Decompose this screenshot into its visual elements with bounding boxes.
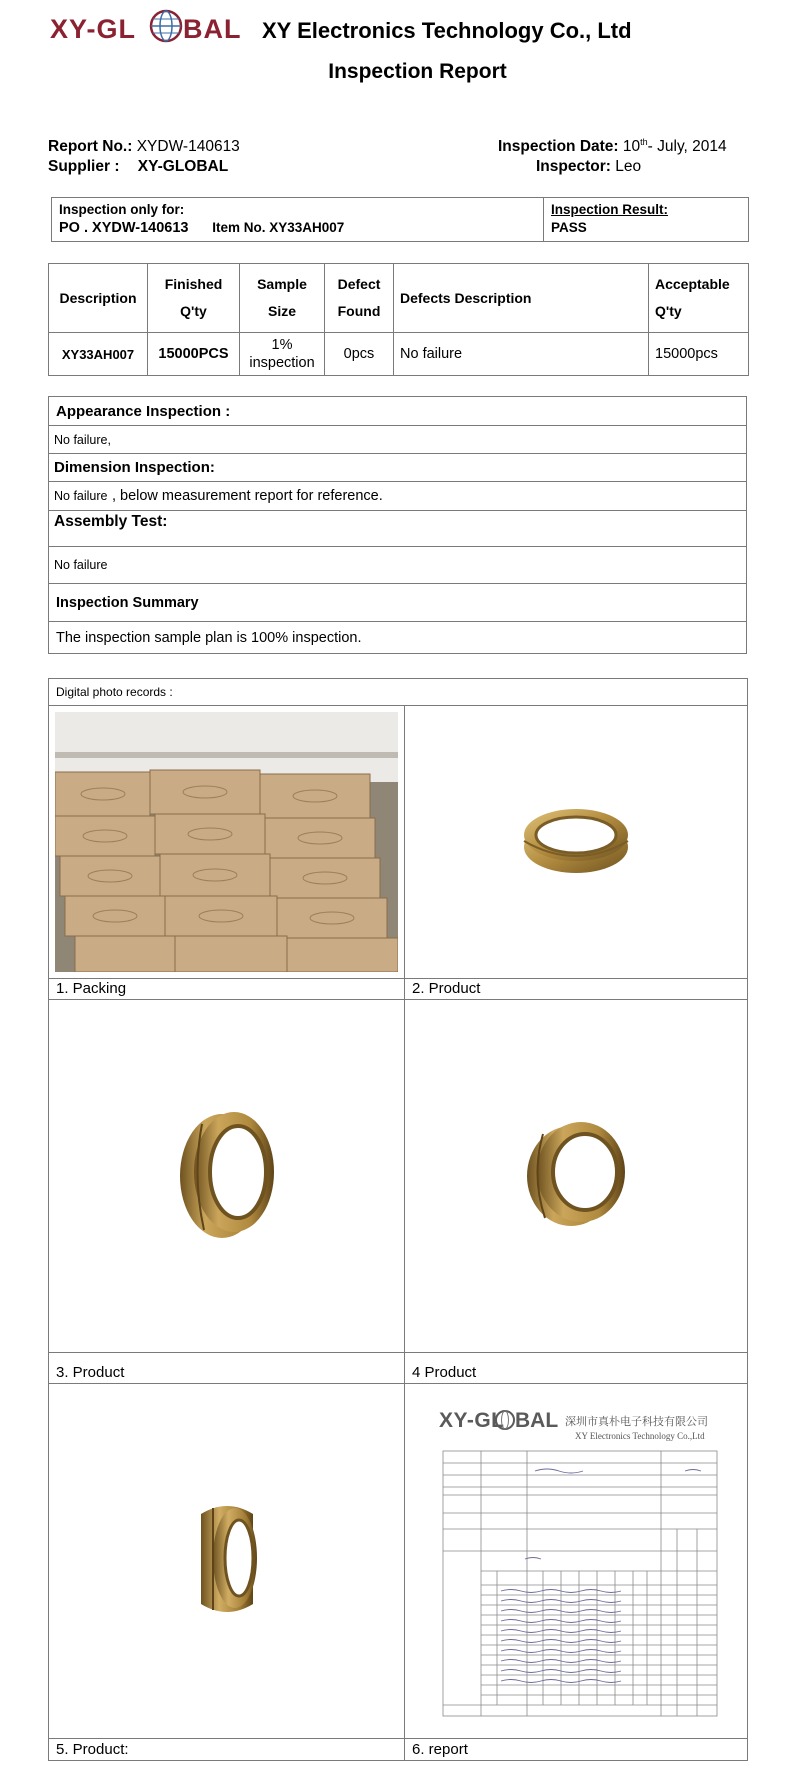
caption-4: 4 Product xyxy=(405,1353,748,1384)
inspection-date: Inspection Date: 10th- July, 2014 xyxy=(498,136,727,155)
caption-3: 3. Product xyxy=(49,1353,405,1384)
supplier xyxy=(48,158,228,176)
report-number xyxy=(48,138,240,156)
summary-title: Inspection Summary xyxy=(49,584,747,622)
inspector-value: Leo xyxy=(615,158,642,175)
row-finished-qty: 15000PCS xyxy=(148,333,240,376)
report-thumb-cn-name: 深圳市真朴电子科技有限公司 xyxy=(565,1414,708,1428)
page-title: Inspection Report xyxy=(328,60,507,83)
report-document-thumbnail xyxy=(415,1391,737,1727)
brass-ring-photo-4 xyxy=(521,1114,631,1234)
inspection-result-label: Inspection Result: xyxy=(551,202,669,217)
inspection-scope-table xyxy=(51,197,749,242)
inspection-date-rest: July, 2014 xyxy=(657,138,727,155)
row-defect-found: 0pcs xyxy=(325,333,394,376)
dimension-text-cell xyxy=(49,482,747,511)
inspection-result-value: PASS xyxy=(551,220,587,235)
report-thumb-logo-2: BAL xyxy=(515,1408,559,1432)
header-sample-size: Sample Size xyxy=(240,264,325,333)
dimension-text-b: , below measurement report for reference. xyxy=(111,488,383,504)
report-number-value: XYDW-140613 xyxy=(136,138,240,155)
row-defects-description: No failure xyxy=(394,333,649,376)
quantity-summary-table xyxy=(48,263,749,376)
caption-2: 2. Product xyxy=(405,979,748,1000)
header-defect-found: Defect Found xyxy=(325,264,394,333)
assembly-title: Assembly Test: xyxy=(49,511,747,547)
appearance-text: No failure, xyxy=(49,426,747,454)
row-description: XY33AH007 xyxy=(49,333,148,376)
appearance-title: Appearance Inspection : xyxy=(49,397,747,426)
dimension-title: Dimension Inspection: xyxy=(49,454,747,482)
inspector xyxy=(536,158,641,176)
svg-text:XY-GL: XY-GL xyxy=(50,14,137,44)
report-thumb-en-name: XY Electronics Technology Co.,Ltd xyxy=(575,1430,705,1441)
supplier-value: XY-GLOBAL xyxy=(137,158,229,175)
brass-ring-photo-2 xyxy=(516,795,636,885)
row-acceptable-qty: 15000pcs xyxy=(649,333,749,376)
caption-1: 1. Packing xyxy=(49,979,405,1000)
inspection-date-day: 10 xyxy=(622,138,641,155)
caption-5: 5. Product: xyxy=(49,1739,405,1761)
inspector-label: Inspector: xyxy=(536,158,611,175)
company-name: XY Electronics Technology Co., Ltd xyxy=(262,18,632,43)
brass-ring-photo-5 xyxy=(187,1494,267,1624)
row-sample-size: 1% inspection xyxy=(240,333,325,376)
header-finished-qty: Finished Q'ty xyxy=(148,264,240,333)
assembly-text: No failure xyxy=(49,547,747,584)
header-defects-description: Defects Description xyxy=(394,264,649,333)
photo-cell-report xyxy=(405,1384,748,1739)
inspection-sections-table xyxy=(48,396,747,654)
inspection-scope-cell xyxy=(52,198,544,242)
report-number-label: Report No.: xyxy=(48,138,133,155)
inspection-result-cell xyxy=(544,198,749,242)
packing-photo xyxy=(55,712,398,972)
photo-records-heading: Digital photo records : xyxy=(49,679,748,706)
po-number: PO . XYDW-140613 xyxy=(59,220,189,236)
photo-cell-product-4 xyxy=(405,1000,748,1353)
company-logo xyxy=(50,8,250,48)
photo-cell-packing xyxy=(49,706,405,979)
supplier-label: Supplier : xyxy=(48,158,120,175)
header-description: Description xyxy=(49,264,148,333)
inspection-date-label: Inspection Date: xyxy=(498,138,619,155)
photo-records-table xyxy=(48,678,748,1761)
inspection-date-suffix: th xyxy=(640,136,648,147)
photo-cell-product-2 xyxy=(405,706,748,979)
header-acceptable-qty: Acceptable Q'ty xyxy=(649,264,749,333)
inspection-only-label: Inspection only for: xyxy=(59,202,185,217)
photo-cell-product-5 xyxy=(49,1384,405,1739)
summary-text: The inspection sample plan is 100% inspection. xyxy=(49,622,747,654)
dimension-text-a: No failure xyxy=(54,489,108,503)
item-number: Item No. XY33AH007 xyxy=(212,220,345,235)
caption-6: 6. report xyxy=(405,1739,748,1761)
brass-ring-photo-3 xyxy=(172,1104,282,1244)
report-thumb-logo: XY-GL xyxy=(439,1408,505,1432)
photo-cell-product-3 xyxy=(49,1000,405,1353)
svg-text:BAL: BAL xyxy=(183,14,242,44)
